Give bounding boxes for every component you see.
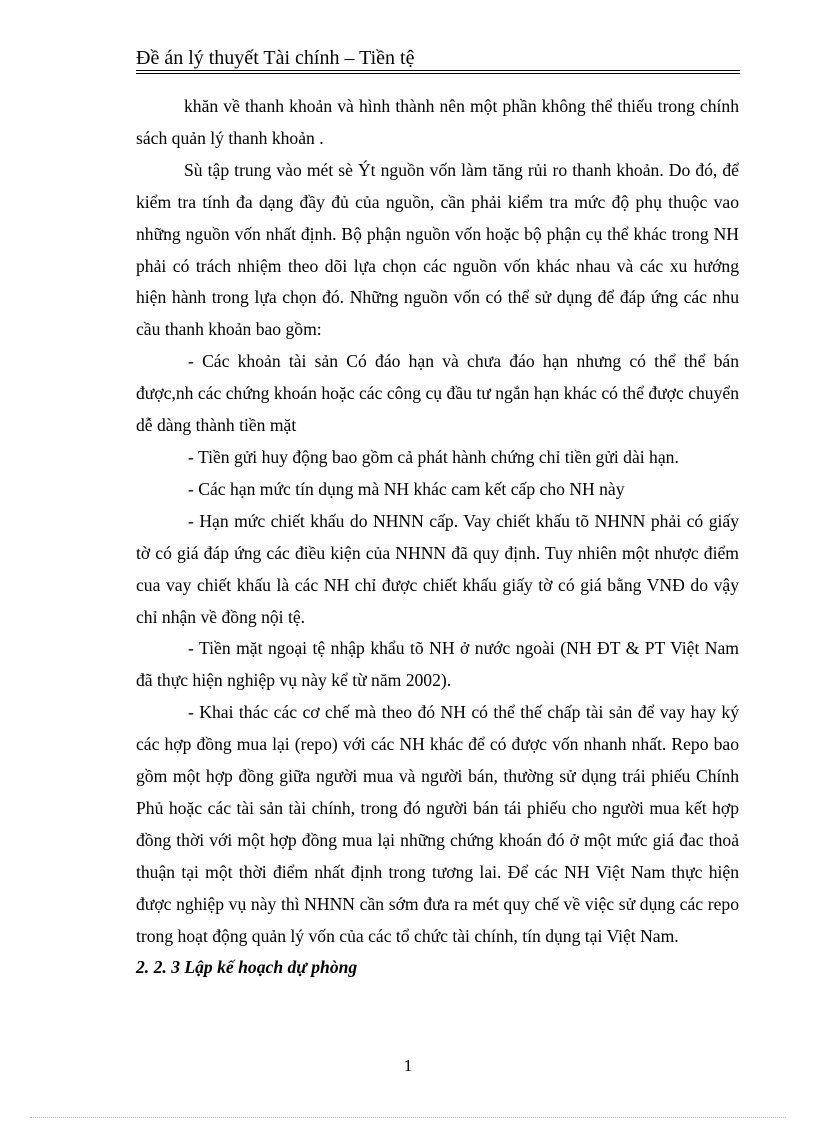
page-number: 1 (403, 1056, 413, 1075)
list-item-discount: - Hạn mức chiết khấu do NHNN cấp. Vay chiết khấu tõ NHNN phải có giấy tờ có giá đáp ứng các điều kiện của NHNN đã quy định. Tuy nhiên một nhược điểm cua vay chiết khấu là các NH chỉ được chiết khấu giấy tờ có giá bằng VNĐ do vậy chỉ nhận về đồng nội tệ. (136, 510, 739, 627)
list-item-credit-lines: - Các hạn mức tín dụng mà NH khác cam kết cấp cho NH này (188, 478, 625, 499)
paragraph-funding-sources: Sù tập trung vào mét sè Ýt nguồn vốn làm tăng rủi ro thanh khoản. Do đó, để kiểm tra tính đa dạng đầy đủ của nguồn, cần phải kiểm tra mức độ phụ thuộc vao những nguồn vốn nhất định. Bộ phận nguồn vốn hoặc bộ phận cụ thể khác trong NH phải có trách nhiệm theo dõi lựa chọn các nguồn vốn khác nhau và các xu hướng hiện hành trong lựa chọn đó. Những nguồn vốn có thể sử dụng để đáp ứng các nhu cầu thanh khoản bao gồm: (136, 159, 739, 340)
list-item-foreign-cash: - Tiền mặt ngoại tệ nhập khẩu tõ NH ở nước ngoài (NH ĐT & PT Việt Nam đã thực hiện nghiệp vụ này kể từ năm 2002). (136, 638, 739, 691)
section-heading: 2. 2. 3 Lập kế hoạch dự phòng (136, 957, 358, 978)
document-header: Đề án lý thuyết Tài chính – Tiền tệ (136, 47, 415, 69)
list-item-repo: - Khai thác các cơ chế mà theo đó NH có thể thế chấp tài sản để vay hay ký các hợp đồng mua lại (repo) với các NH khác để có được vốn nhanh nhất. Repo bao gồm một hợp đồng giữa người mua và người bán, thường sử dụng trái phiếu Chính Phủ hoặc các tài sản tài chính, trong đó người bán tái phiếu cho người mua kết hợp đồng thời với một hợp đồng mua lại những chứng khoán đó ở một mức giá đac thoả thuận tại một thời điểm nhất định trong tương lai. Để các NH Việt Nam thực hiện được nghiệp vụ này thì NHNN cần sớm đưa ra mét quy chế về việc sử dụng các repo trong hoạt động quản lý vốn của các tổ chức tài chính, tín dụng tại Việt Nam. (136, 702, 739, 946)
header-rule-bottom (136, 73, 740, 74)
header-rule-top (136, 70, 740, 71)
page-bottom-border (30, 1117, 786, 1118)
paragraph-continuation: khăn về thanh khoản và hình thành nên một phần không thể thiếu trong chính sách quản lý thanh khoản . (136, 96, 739, 148)
list-item-assets: - Các khoản tài sản Có đáo hạn và chưa đáo hạn nhưng có thể thể bán được,nh các chứng khoán hoặc các công cụ đầu tư ngắn hạn khác có thể được chuyển dễ dàng thành tiền mặt (136, 351, 739, 436)
document-body (136, 91, 739, 984)
list-item-deposits: - Tiền gửi huy động bao gồm cả phát hành chứng chỉ tiền gửi dài hạn. (188, 446, 679, 467)
